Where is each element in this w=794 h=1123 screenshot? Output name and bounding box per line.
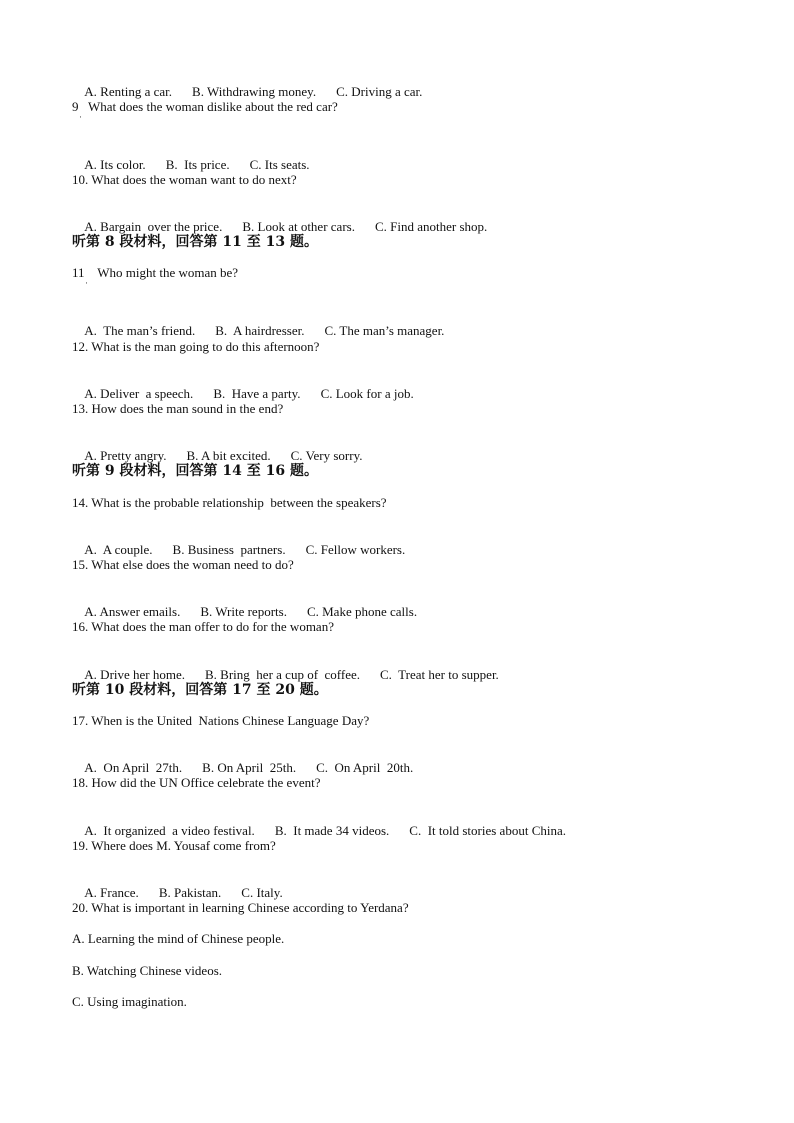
- option-b: B. On April 25th.: [202, 760, 297, 775]
- option-a: A. Drive her home.: [84, 667, 186, 682]
- option-c: C. Treat her to supper.: [380, 667, 499, 682]
- option-a: A. It organized a video festival.: [84, 823, 255, 838]
- option-a: A. Bargain over the price.: [84, 219, 223, 234]
- option-c: C. Make phone calls.: [306, 604, 418, 619]
- question-text: 12. What is the man going to do this afternoon?: [72, 339, 320, 354]
- option-a: A. On April 27th.: [84, 760, 183, 775]
- option-c: C. Find another shop.: [374, 219, 488, 234]
- question-text: 16. What does the man offer to do for the woman?: [72, 619, 334, 634]
- option-b: B. It made 34 videos.: [274, 823, 390, 838]
- option-c: C. Fellow workers.: [305, 542, 406, 557]
- question-text: 18. How did the UN Office celebrate the event?: [72, 775, 321, 790]
- answer-option-line: B. Watching Chinese videos.: [72, 963, 223, 978]
- question-text: 20. What is important in learning Chinese according to Yerdana?: [72, 900, 409, 915]
- option-a: A. France.: [84, 885, 139, 900]
- question-text: 19. Where does M. Yousaf come from?: [72, 838, 276, 853]
- stray-dot: ·: [79, 112, 82, 122]
- section-heading: 听第 10 段材料，回答第 17 至 20 题。: [72, 682, 328, 698]
- option-c: C. The man’s manager.: [324, 323, 445, 338]
- option-a: A. Renting a car.: [84, 84, 173, 99]
- question-text: 13. How does the man sound in the end?: [72, 401, 284, 416]
- section-heading: 听第 9 段材料，回答第 14 至 16 题。: [72, 463, 318, 479]
- option-a: A. Answer emails.: [84, 604, 181, 619]
- option-a: A. Pretty angry.: [84, 448, 167, 463]
- question-text: 9 What does the woman dislike about the red car?: [72, 99, 338, 114]
- option-a: A. The man’s friend.: [84, 323, 196, 338]
- option-c: C. Driving a car.: [336, 84, 423, 99]
- option-b: B. Bring her a cup of coffee.: [205, 667, 360, 682]
- option-b: B. Withdrawing money.: [192, 84, 317, 99]
- question-text: 11 Who might the woman be?: [72, 265, 239, 280]
- option-b: B. A hairdresser.: [215, 323, 305, 338]
- option-b: B. Pakistan.: [158, 885, 222, 900]
- section-heading: 听第 8 段材料，回答第 11 至 13 题。: [72, 234, 318, 250]
- option-c: C. Italy.: [241, 885, 283, 900]
- question-text: 14. What is the probable relationship between the speakers?: [72, 495, 387, 510]
- option-c: C. Its seats.: [249, 157, 310, 172]
- option-b: B. Business partners.: [172, 542, 286, 557]
- question-text: 10. What does the woman want to do next?: [72, 172, 297, 187]
- option-b: B. A bit excited.: [186, 448, 271, 463]
- option-b: B. Look at other cars.: [242, 219, 355, 234]
- answer-option-line: C. Using imagination.: [72, 994, 187, 1009]
- option-a: A. A couple.: [84, 542, 153, 557]
- option-b: B. Its price.: [165, 157, 230, 172]
- option-b: B. Write reports.: [200, 604, 287, 619]
- option-c: C. Very sorry.: [290, 448, 363, 463]
- question-text: 15. What else does the woman need to do?: [72, 557, 294, 572]
- option-b: B. Have a party.: [213, 386, 301, 401]
- option-c: C. It told stories about China.: [409, 823, 566, 838]
- answer-option-line: A. Learning the mind of Chinese people.: [72, 931, 285, 946]
- option-c: C. On April 20th.: [316, 760, 414, 775]
- option-a: A. Its color.: [84, 157, 146, 172]
- stray-dot: ·: [85, 278, 88, 288]
- option-a: A. Deliver a speech.: [84, 386, 194, 401]
- option-c: C. Look for a job.: [320, 386, 414, 401]
- question-text: 17. When is the United Nations Chinese Language Day?: [72, 713, 370, 728]
